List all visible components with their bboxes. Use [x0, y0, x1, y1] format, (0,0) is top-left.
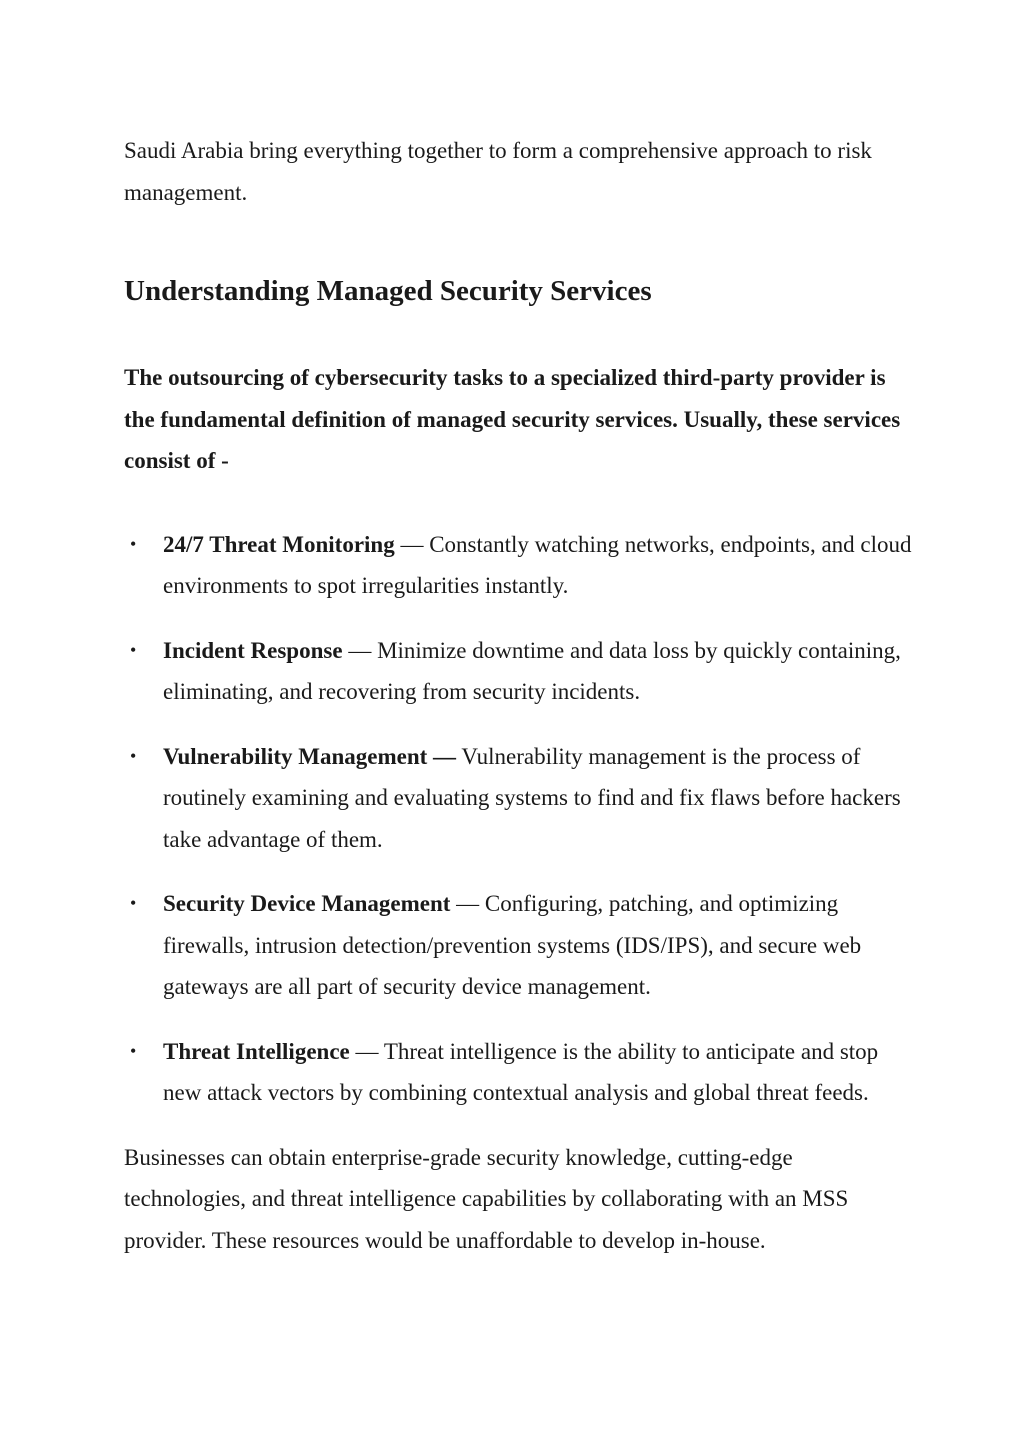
list-item-threat-intelligence: [124, 1031, 914, 1114]
bullet-icon: •: [130, 639, 137, 660]
bullet-icon: •: [130, 1040, 137, 1061]
bullet-icon: •: [130, 893, 137, 913]
bullet-icon: •: [130, 533, 137, 554]
bullet-icon: •: [130, 745, 137, 766]
closing-paragraph: Businesses can obtain enterprise-grade security knowledge, cutting-edge technologies, and threat intelligence capabilities by collaborating with an MSS provider. These resources would be unaffordable to develop in-house.: [124, 1144, 849, 1253]
list-item-description: — Threat intelligence is the ability to anticipate and stop new attack vectors by combining contextual analysis and global threat feeds.: [163, 1038, 879, 1105]
list-item-term: 24/7 Threat Monitoring: [163, 531, 395, 557]
list-item-term: Security Device Management: [163, 891, 451, 916]
list-item-threat-monitoring: [124, 524, 914, 607]
lead-paragraph: The outsourcing of cybersecurity tasks to a specialized third-party provider is the fundamental definition of managed security services. Usually, these services consist of -: [124, 365, 901, 473]
services-list: [124, 524, 914, 1114]
section-heading: Understanding Managed Security Services: [124, 275, 652, 307]
list-item-security-device-management: [124, 883, 914, 1008]
document-page: [124, 130, 914, 1261]
list-item-term: Incident Response: [163, 637, 343, 663]
list-item-vulnerability-management: [124, 736, 914, 861]
list-item-term: Threat Intelligence: [163, 1038, 350, 1064]
intro-paragraph: Saudi Arabia bring everything together to form a comprehensive approach to risk management.: [124, 138, 872, 205]
list-item-term: Vulnerability Management —: [163, 743, 457, 769]
list-item-description: — Minimize downtime and data loss by quickly containing, eliminating, and recovering from security incidents.: [163, 637, 901, 704]
list-item-description: — Configuring, patching, and optimizing firewalls, intrusion detection/prevention systems (IDS/IPS), and secure web gateways are all part of security device management.: [163, 891, 862, 999]
list-item-description: — Constantly watching networks, endpoints, and cloud environments to spot irregularities instantly.: [163, 531, 912, 598]
list-item-incident-response: [124, 630, 914, 713]
list-item-description: Vulnerability management is the process of routinely examining and evaluating systems to find and fix flaws before hackers take advantage of them.: [163, 743, 901, 852]
